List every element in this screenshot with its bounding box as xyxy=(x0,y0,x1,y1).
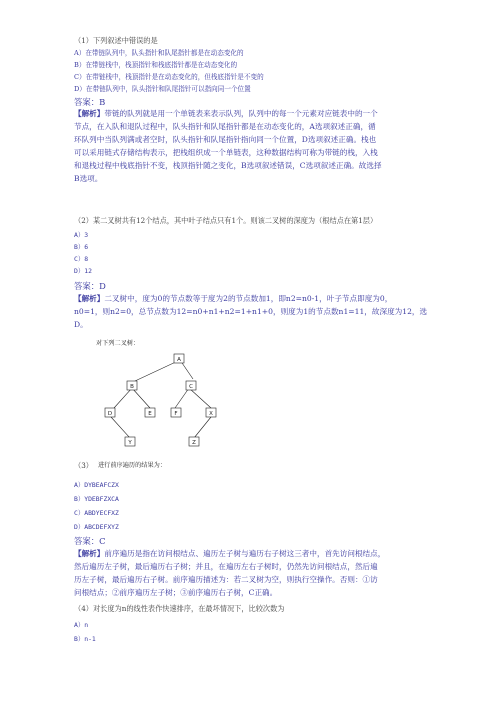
q2-option-c: C）8 xyxy=(74,255,89,263)
tree-footer: 进行前序遍历的结果为： xyxy=(98,462,167,469)
tree-node-f: F xyxy=(174,411,178,417)
q4-stem: （4）对长度为n的线性表作快速排序，在最坏情况下，比较次数为 xyxy=(74,604,285,613)
q1-stem: （1）下列叙述中错误的是 xyxy=(74,36,158,45)
tree-edge-b-e xyxy=(132,388,150,408)
q3-explain-line: 问根结点；②前序遍历左子树；③前序遍历右子树，C正确。 xyxy=(74,588,278,597)
tree-node-b: B xyxy=(130,384,134,390)
q3-answer: 答案：C xyxy=(74,536,106,546)
tree-title: 对下列二叉树： xyxy=(96,340,140,347)
q3-number: （3） xyxy=(74,461,93,470)
q3-option-b: B）YDEBFZXCA xyxy=(74,495,119,503)
q1-explain-line: 可以采用链式存储结构表示，把栈组织成一个单链表，这种数据结构可称为带链的栈，入栈 xyxy=(74,148,378,157)
tree-edge-c-x xyxy=(189,388,211,408)
tree-node-c: C xyxy=(189,384,193,390)
explain-text: 二叉树中，度为0的节点数等于度为2的节点数加1，即n2=n0-1，叶子节点即度为0， xyxy=(104,294,393,303)
explain-tag: 【解析】 xyxy=(74,109,105,118)
explain-tag: 【解析】 xyxy=(74,294,105,303)
tree-edge-x-z xyxy=(194,417,211,438)
q3-option-a: A）DYBEAFCZX xyxy=(74,481,119,489)
q2-answer: 答案：D xyxy=(74,281,106,291)
q3-explain-line: 然后遍历左子树，最后遍历右子树；并且，在遍历左右子树时，仍然先访问根结点，然后遍 xyxy=(74,562,378,571)
q2-option-a: A）3 xyxy=(74,231,89,239)
tree-node-z: Z xyxy=(192,440,196,446)
explain-text: 前序遍历是指在访问根结点、遍历左子树与遍历右子树这三者中，首先访问根结点， xyxy=(104,549,386,558)
q1-explain-line xyxy=(74,108,378,121)
tree-node-x: X xyxy=(209,411,213,417)
q2-explain-line: n0=1，则n2=0，总节点数为12=n0+n1+n2=1+n1+0，则度为1的节点数n1=11，故深度为12，选 xyxy=(74,307,428,316)
q2-stem: （2）某二叉树共有12个结点，其中叶子结点只有1个。则该二叉树的深度为（根结点在第1层） xyxy=(74,216,378,225)
q1-option-c: C）在带链栈中，栈顶指针是在动态变化的，但栈底指针是不变的 xyxy=(74,73,264,81)
q3-option-d: D）ABCDEFXYZ xyxy=(74,523,119,531)
tree-node-e: E xyxy=(148,411,152,417)
explain-text: 带链的队列就是用一个单链表来表示队列，队列中的每一个元素对应链表中的一个 xyxy=(104,109,378,118)
q1-answer: 答案：B xyxy=(74,97,106,107)
tree-node-a: A xyxy=(177,357,181,363)
q1-explain-line: 节点，在入队和退队过程中，队头指针和队尾指针都是在动态变化的，A选项叙述正确，循 xyxy=(74,122,376,131)
tree-edge-b-d xyxy=(114,388,132,408)
tree-node-d: D xyxy=(107,411,113,417)
q4-option-a: A）n xyxy=(74,621,89,629)
q3-explain-line xyxy=(74,548,385,561)
q1-explain-line: 和退栈过程中栈底指针不变，栈顶指针随之变化，B选项叙述错误，C选项叙述正确。故选择 xyxy=(74,161,382,170)
q1-option-a: A）在带链队列中，队头指针和队尾指针都是在动态变化的 xyxy=(74,49,244,57)
q4-option-b: B）n-1 xyxy=(74,635,96,643)
q1-explain-line: 环队列中当队列满或者空时，队头指针和队尾指针指向同一个位置，D选项叙述正确。栈也 xyxy=(74,135,377,144)
tree-edge-d-y xyxy=(111,417,130,438)
tree-edge-a-b xyxy=(135,360,180,381)
tree-node-y: Y xyxy=(128,440,132,446)
tree-edge-c-f xyxy=(175,388,189,408)
q1-option-b: B）在带链栈中，栈顶指针和栈底指针都是在动态变化的 xyxy=(74,61,238,69)
q2-explain-line xyxy=(74,293,392,306)
q1-explain-line: B选项。 xyxy=(74,174,103,183)
q2-explain-line: D。 xyxy=(74,320,88,329)
q2-option-d: D）12 xyxy=(74,267,92,275)
q2-option-b: B）6 xyxy=(74,243,89,251)
q3-explain-line: 历左子树，最后遍历右子树。前序遍历描述为：若二叉树为空，则执行空操作。否则：①访 xyxy=(74,575,378,584)
q1-option-d: D）在带链队列中，队头指针和队尾指针可以指向同一个位置 xyxy=(74,85,251,93)
binary-tree-diagram xyxy=(90,338,230,460)
explain-tag: 【解析】 xyxy=(74,549,105,558)
q3-option-c: C）ABDYECFXZ xyxy=(74,509,119,517)
